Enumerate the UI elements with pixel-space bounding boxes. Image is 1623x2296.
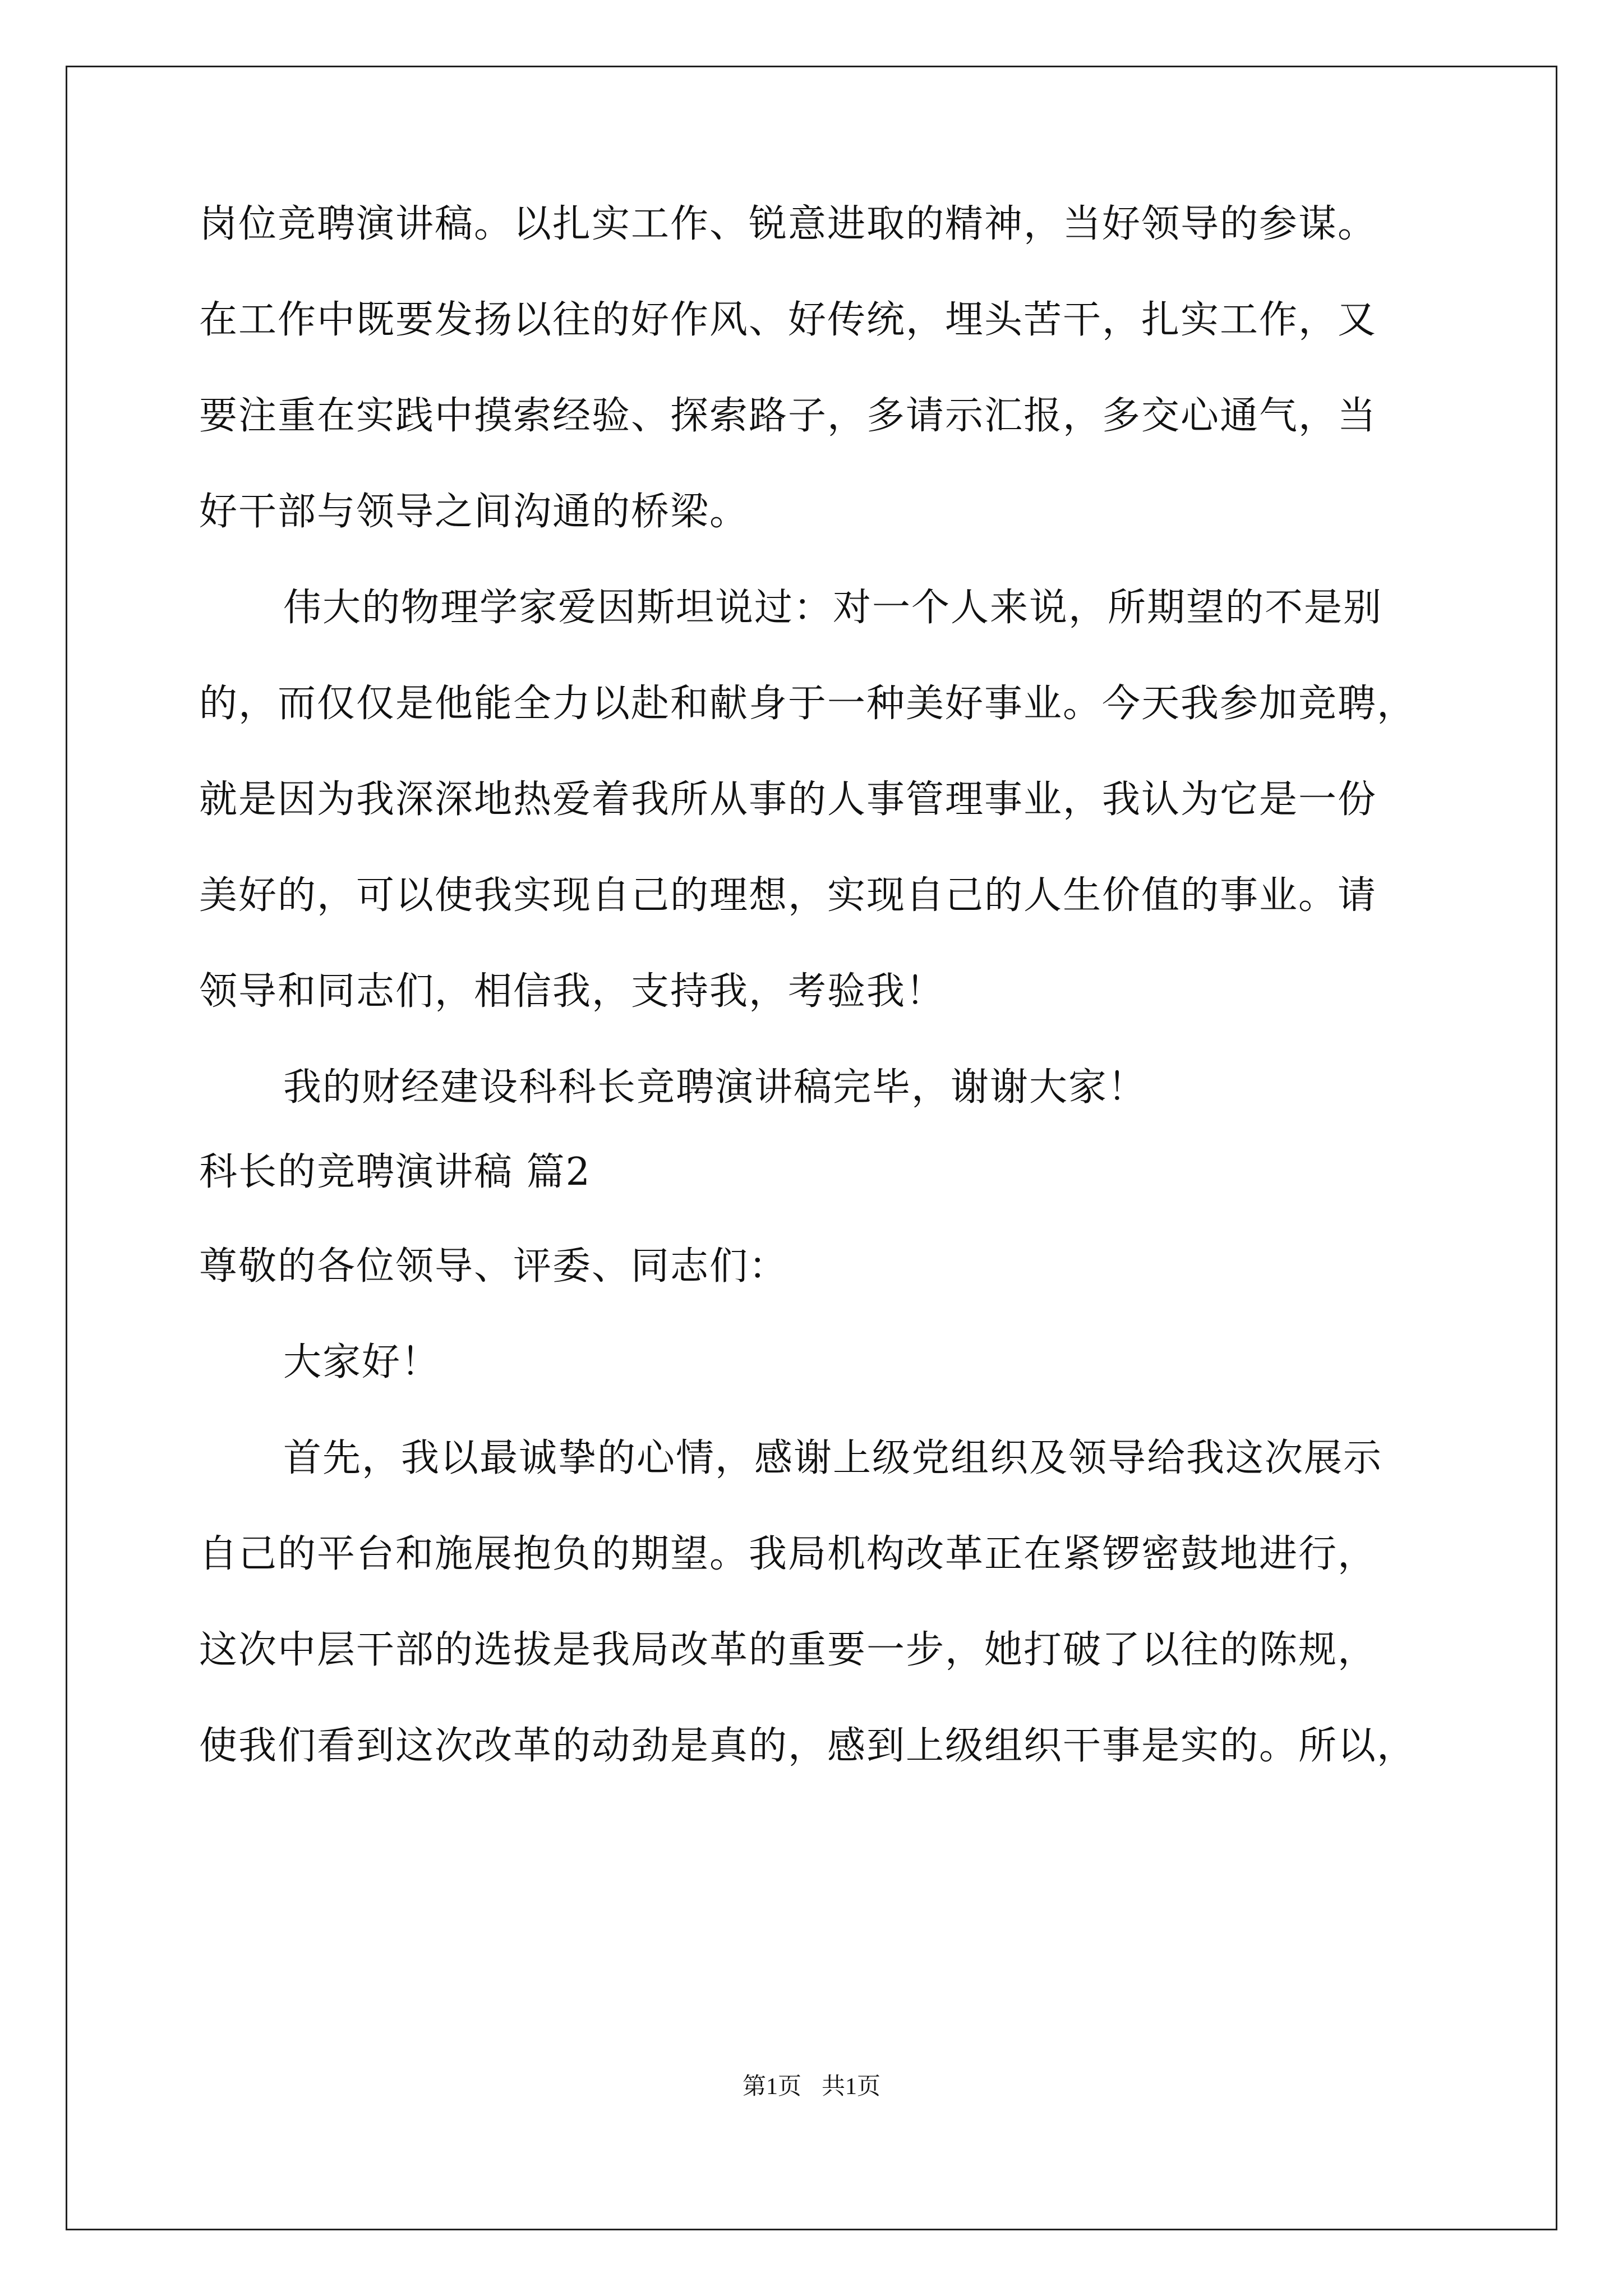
text-line: 好干部与领导之间沟通的桥梁。	[199, 490, 749, 534]
text-line: 的，而仅仅是他能全力以赴和献身于一种美好事业。今天我参加竞聘，	[199, 682, 1417, 726]
text-line: 美好的，可以使我实现自己的理想，实现自己的人生价值的事业。请	[199, 873, 1377, 918]
section-heading: 科长的竞聘演讲稿 篇2	[199, 1150, 591, 1194]
text-line: 在工作中既要发扬以往的好作风、好传统，埋头苦干，扎实工作，又	[199, 298, 1377, 342]
text-line: 要注重在实践中摸索经验、探索路子，多请示汇报，多交心通气，当	[199, 394, 1377, 438]
text-line: 岗位竞聘演讲稿。以扎实工作、锐意进取的精神，当好领导的参谋。	[199, 202, 1377, 246]
page-footer	[0, 2071, 1623, 2102]
text-line: 领导和同志们，相信我，支持我，考验我！	[199, 969, 946, 1014]
salutation: 尊敬的各位领导、评委、同志们：	[199, 1244, 789, 1289]
text-line: 这次中层干部的选拔是我局改革的重要一步，她打破了以往的陈规，	[199, 1628, 1377, 1672]
paragraph-first-line: 首先，我以最诚挚的心情，感谢上级党组织及领导给我这次展示	[283, 1436, 1383, 1480]
text-line: 使我们看到这次改革的动劲是真的，感到上级组织干事是实的。所以，	[199, 1724, 1417, 1768]
text-line: 就是因为我深深地热爱着我所从事的人事管理事业，我认为它是一份	[199, 777, 1377, 822]
page-number-current: 第1页	[742, 2074, 801, 2100]
page-number-total: 共1页	[822, 2074, 881, 2100]
text-line: 自己的平台和施展抱负的期望。我局机构改革正在紧锣密鼓地进行，	[199, 1532, 1377, 1576]
paragraph-first-line: 伟大的物理学家爱因斯坦说过：对一个人来说，所期望的不是别	[283, 586, 1383, 630]
paragraph-first-line: 我的财经建设科科长竞聘演讲稿完毕，谢谢大家！	[283, 1065, 1147, 1110]
greeting: 大家好！	[283, 1340, 441, 1384]
